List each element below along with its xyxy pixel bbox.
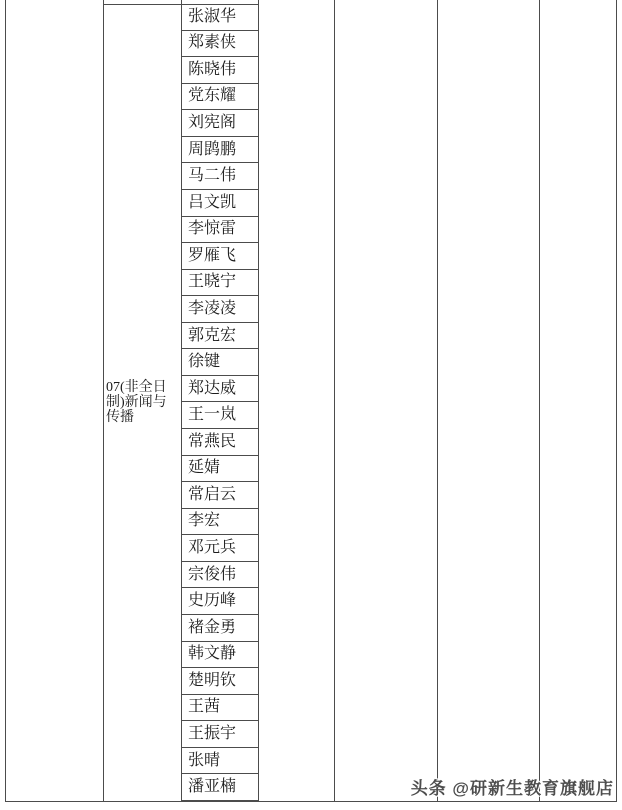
table-row-name: 王振宇	[182, 721, 258, 748]
table-border-left	[5, 0, 6, 801]
table-row-name: 李宏	[182, 509, 258, 536]
table-row-name: 郭克宏	[182, 323, 258, 350]
table-row-name: 罗雁飞	[182, 243, 258, 270]
table-row-name: 楚明钦	[182, 668, 258, 695]
table-gridline-col5	[437, 0, 438, 801]
watermark: 头条 @研新生教育旗舰店	[410, 779, 614, 798]
table-border-right	[616, 0, 617, 801]
table-row-name: 韩文静	[182, 642, 258, 669]
table-row-name: 史历峰	[182, 588, 258, 615]
table-row-name: 潘亚楠	[182, 774, 258, 801]
table-row-name: 郑素侠	[182, 31, 258, 58]
table-row-name: 张晴	[182, 748, 258, 775]
table-row-name: 邓元兵	[182, 535, 258, 562]
table-row-name: 马二伟	[182, 163, 258, 190]
table-row-name: 李凌凌	[182, 296, 258, 323]
table-row-name: 陈晓伟	[182, 57, 258, 84]
table-row-name: 褚金勇	[182, 615, 258, 642]
table-row-name: 延婧	[182, 456, 258, 483]
program-label: 07(非全日制)新闻与传播	[106, 380, 167, 425]
table-row-name: 王一岚	[182, 402, 258, 429]
program-cell	[104, 4, 181, 801]
table-row-name: 吕文凯	[182, 190, 258, 217]
table-row-name: 王茜	[182, 695, 258, 722]
table-row-name: 王晓宁	[182, 270, 258, 297]
table-gridline-col3	[258, 0, 259, 801]
table-gridline-col4	[334, 0, 335, 801]
table-row-name: 常燕民	[182, 429, 258, 456]
table-gridline-col6	[539, 0, 540, 801]
table-row-name: 张淑华	[182, 4, 258, 31]
table-row-name: 党东耀	[182, 84, 258, 111]
table-row-name: 周鹍鹏	[182, 137, 258, 164]
table-row-name: 徐键	[182, 349, 258, 376]
table-row-name: 李惊雷	[182, 217, 258, 244]
table-row-name: 郑达威	[182, 376, 258, 403]
table-row-name: 刘宪阁	[182, 110, 258, 137]
table-row-name: 宗俊伟	[182, 562, 258, 589]
names-column	[182, 4, 258, 801]
table-row-name: 常启云	[182, 482, 258, 509]
table-border-bottom	[5, 801, 617, 802]
